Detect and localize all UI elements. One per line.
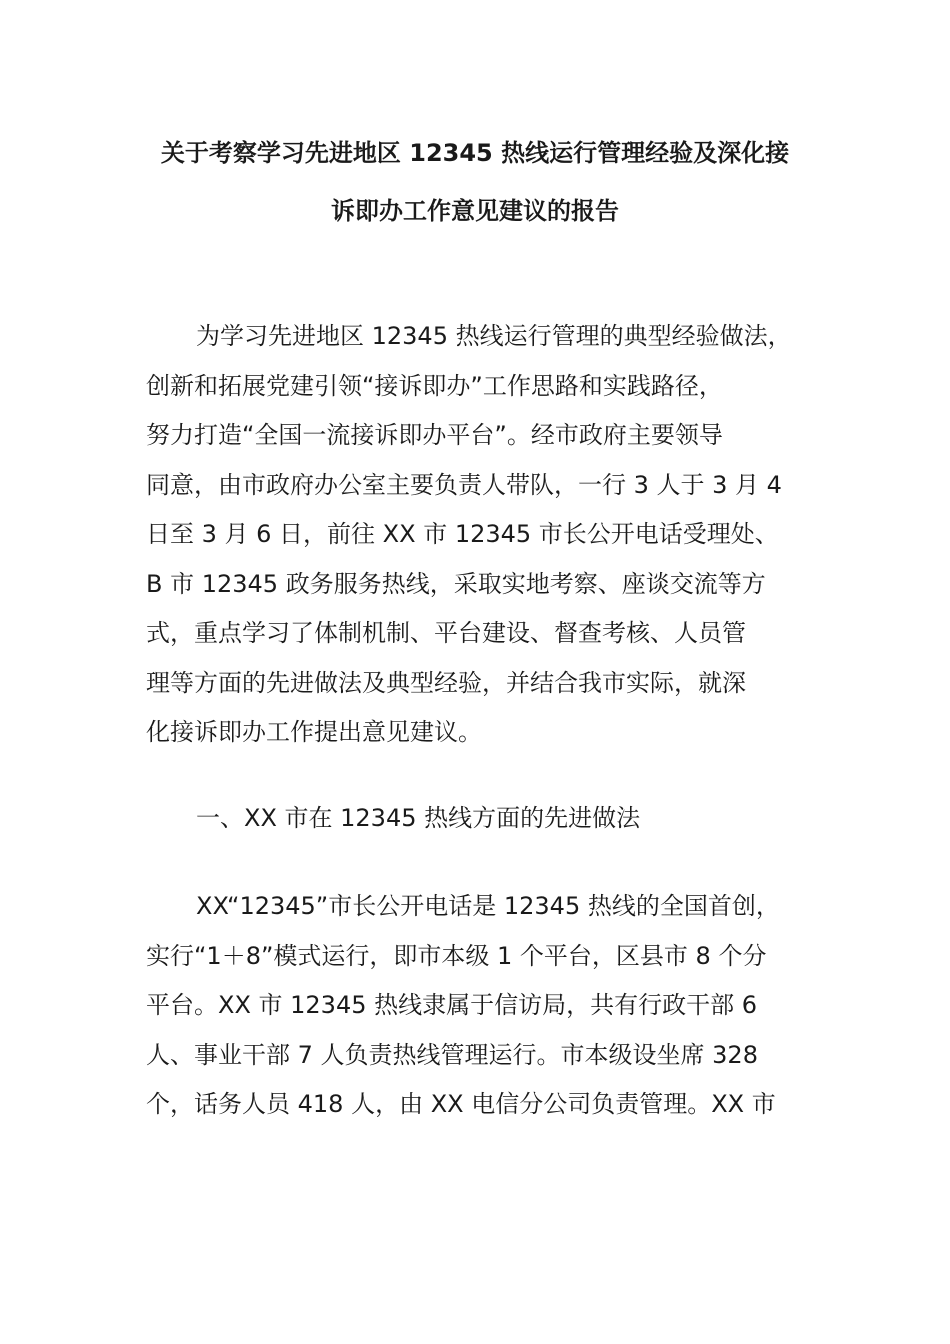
paragraph-line: 同意，由市政府办公室主要负责人带队，一行 3 人于 3 月 4: [146, 470, 782, 499]
paragraph-line: XX“12345”市长公开电话是 12345 热线的全国首创，: [196, 892, 780, 920]
paragraph-line: 为学习先进地区 12345 热线运行管理的典型经验做法，: [196, 322, 792, 350]
paragraph-line: 理等方面的先进做法及典型经验，并结合我市实际，就深: [146, 668, 746, 697]
title-line-2: 诉即办工作意见建议的报告: [331, 197, 619, 225]
paragraph-line: 个，话务人员 418 人，由 XX 电信分公司负责管理。XX 市: [146, 1090, 776, 1118]
paragraph-intro: [146, 312, 826, 758]
paragraph-line: 日至 3 月 6 日，前往 XX 市 12345 市长公开电话受理处、: [146, 520, 779, 548]
paragraph-line: 人、事业干部 7 人负责热线管理运行。市本级设坐席 328: [146, 1040, 758, 1069]
paragraph-line: 化接诉即办工作提出意见建议。: [146, 718, 482, 746]
heading-text: 一、XX 市在 12345 热线方面的先进做法: [196, 804, 641, 832]
paragraph-line: B 市 12345 政务服务热线，采取实地考察、座谈交流等方: [146, 569, 766, 598]
title-line-1: 关于考察学习先进地区 12345 热线运行管理经验及深化接: [160, 139, 790, 167]
paragraph-line: 创新和拓展党建引领“接诉即办”工作思路和实践路径，: [146, 371, 723, 400]
paragraph-line: 努力打造“全国一流接诉即办平台”。经市政府主要领导: [146, 421, 723, 449]
paragraph-line: 式，重点学习了体制机制、平台建设、督查考核、人员管: [146, 619, 746, 647]
document-title: [140, 124, 810, 240]
paragraph-section-1: [146, 882, 826, 1130]
paragraph-line: 实行“1＋8”模式运行，即市本级 1 个平台，区县市 8 个分: [146, 941, 767, 970]
paragraph-line: 平台。XX 市 12345 热线隶属于信访局，共有行政干部 6: [146, 991, 758, 1019]
section-heading-1: [146, 794, 826, 844]
